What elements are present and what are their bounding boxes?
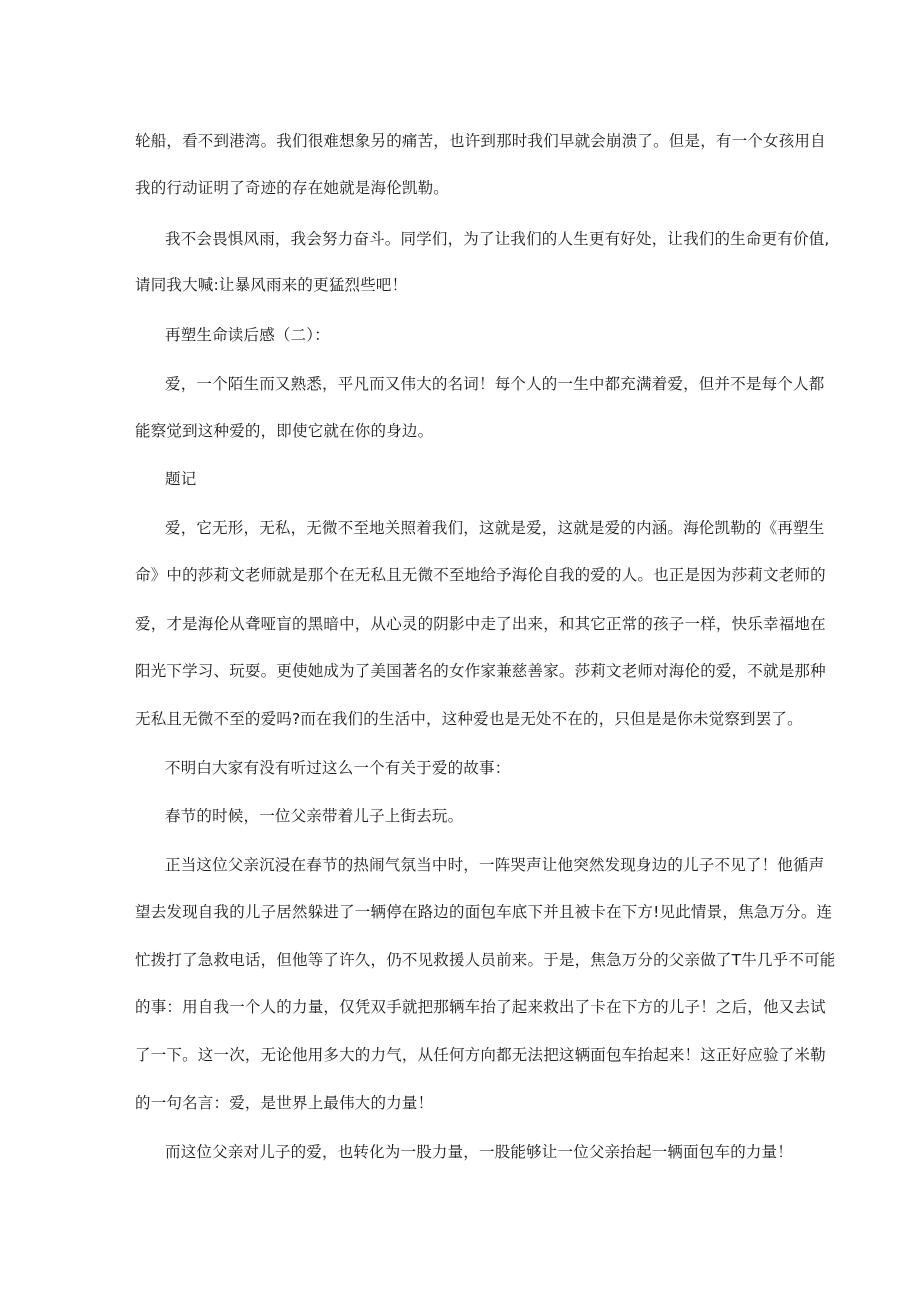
text-line: 请同我大喊:让暴风雨来的更猛烈些吧！ xyxy=(135,276,408,294)
text-line: 的一句名言：爱，是世界上最伟大的力量！ xyxy=(135,1094,434,1112)
text-line: 忙拨打了急救电话，但他等了许久，仍不见救援人员前来。于是，焦急万分的父亲做了T牛几乎不可能 xyxy=(135,951,836,969)
text-line: 能察觉到这种爱的，即使它就在你的身边。 xyxy=(135,422,434,440)
text-line: 了一下。这一次，无论他用多大的力气，从任何方向都无法把这辆面包车抬起来！这正好应验了米勒 xyxy=(135,1046,826,1064)
text-line: 命》中的莎莉文老师就是那个在无私且无微不至地给予海伦自我的爱的人。也正是因为莎莉文老师的 xyxy=(135,566,826,584)
text-line: 春节的时候，一位父亲带着儿子上街去玩。 xyxy=(165,807,464,825)
text-line: 我不会畏惧风雨，我会努力奋斗。同学们，为了让我们的人生更有好处，让我们的生命更有价值, xyxy=(165,230,830,248)
text-line: 轮船，看不到港湾。我们很难想象另的痛苦，也许到那时我们早就会崩溃了。但是，有一个女孩用自 xyxy=(135,132,826,150)
text-line: 爱，它无形，无私，无微不至地关照着我们，这就是爱，这就是爱的内涵。海伦凯勒的《再塑生 xyxy=(165,519,825,537)
text-line: 阳光下学习、玩耍。更使她成为了美国著名的女作家兼慈善家。莎莉文老师对海伦的爱，不就是那种 xyxy=(135,662,826,680)
text-line: 爱，才是海伦从聋哑盲的黑暗中，从心灵的阴影中走了出来，和其它正常的孩子一样，快乐幸福地在 xyxy=(135,615,826,633)
text-line: 望去发现自我的儿子居然躲进了一辆停在路边的面包车底下并且被卡在下方!见此情景，焦急万分。连 xyxy=(135,903,833,921)
text-line: 正当这位父亲沉浸在春节的热闹气氛当中时，一阵哭声让他突然发现身边的儿子不见了！他循声 xyxy=(165,856,825,874)
section-heading: 再塑生命读后感（二）： xyxy=(165,326,330,344)
text-line: 的事：用自我一个人的力量，仅凭双手就把那辆车抬了起来救出了卡在下方的儿子！之后，他又去试 xyxy=(135,998,826,1016)
text-line: 不明白大家有没有听过这么一个有关于爱的故事： xyxy=(165,759,511,777)
text-line: 爱，一个陌生而又熟悉，平凡而又伟大的名词！每个人的一生中都充满着爱，但并不是每个人都 xyxy=(165,375,825,393)
text-line: 而这位父亲对儿子的爱，也转化为一股力量，一股能够让一位父亲抬起一辆面包车的力量！ xyxy=(165,1143,794,1161)
text-line: 我的行动证明了奇迹的存在她就是海伦凯勒。 xyxy=(135,179,450,197)
text-line: 无私且无微不至的爱吗?而在我们的生活中，这种爱也是无处不在的，只但是是你未觉察到罢了。 xyxy=(135,710,803,728)
epigraph-label: 题记 xyxy=(165,470,197,488)
